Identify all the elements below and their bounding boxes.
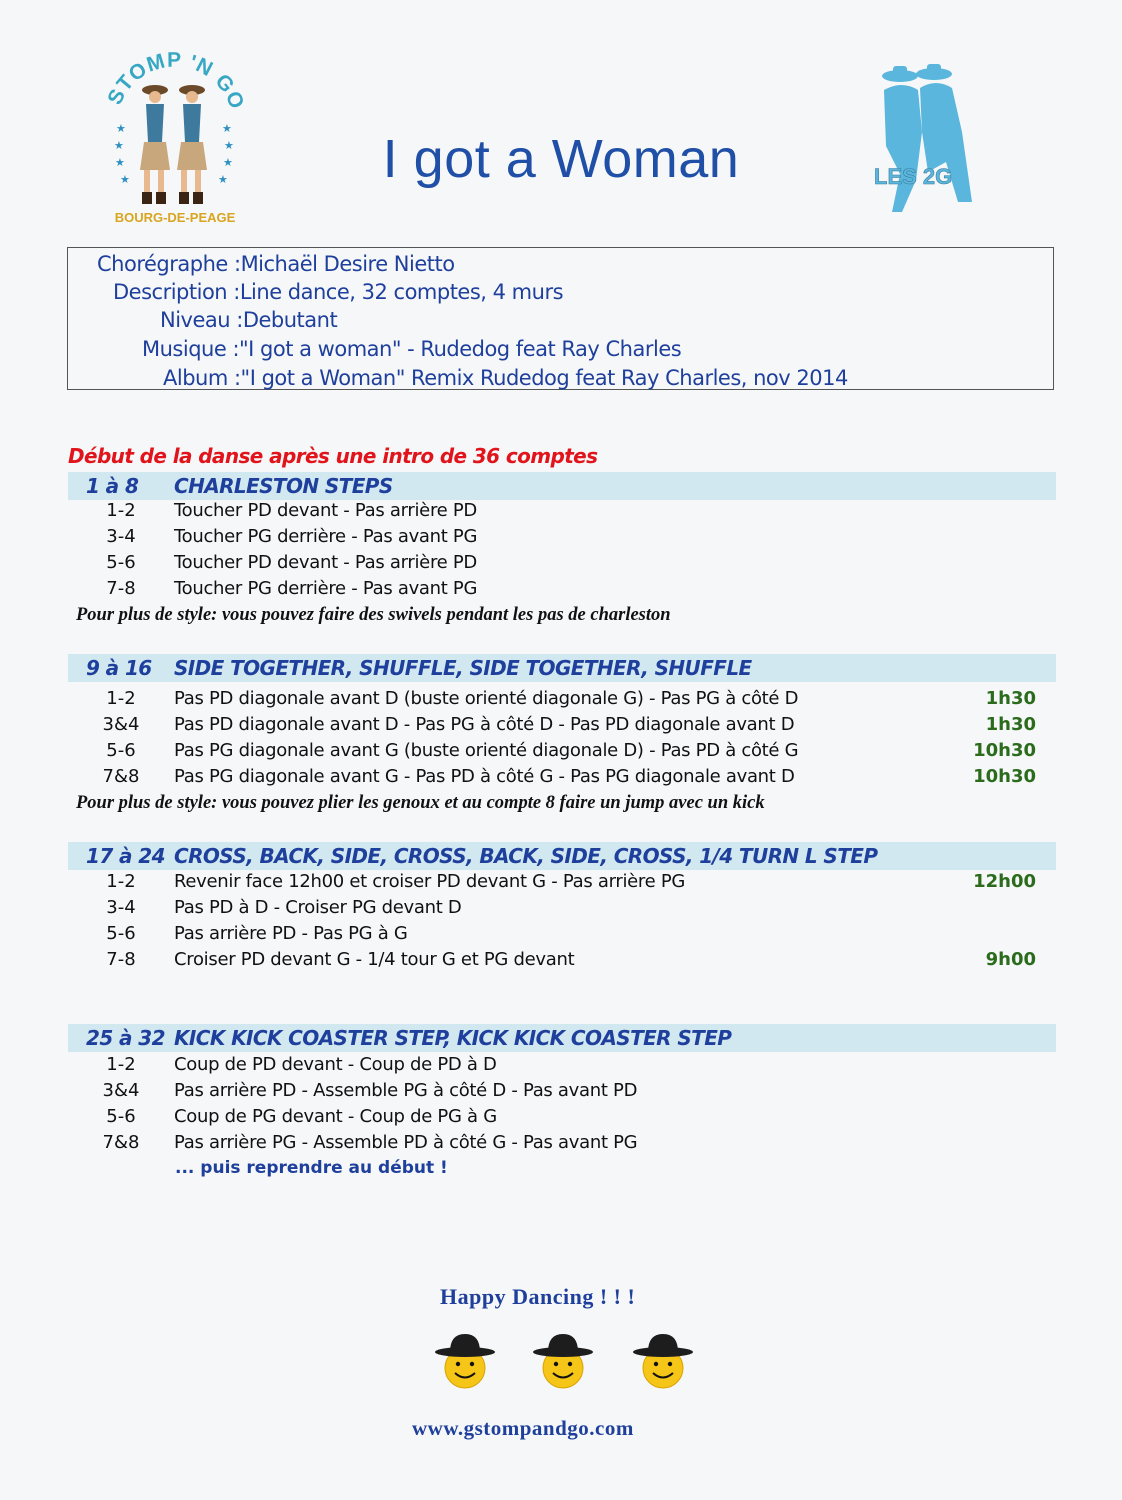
step-row <box>0 526 1122 552</box>
step-row <box>0 500 1122 526</box>
step-text: Pas PD diagonale avant D (buste orienté diagonale G) - Pas PG à côté D <box>174 688 799 709</box>
section-header <box>68 654 1056 682</box>
les-2g-logo <box>862 62 982 224</box>
step-orientation: 12h00 <box>973 871 1036 892</box>
step-text: Toucher PD devant - Pas arrière PD <box>174 500 477 521</box>
step-count: 1-2 <box>106 871 136 892</box>
choregraphe-row <box>97 252 455 276</box>
cowboy-smiley-icon <box>630 1330 696 1392</box>
niveau-label: Niveau : <box>160 308 243 332</box>
cowboy-smiley-icon <box>530 1330 596 1392</box>
cowboys-icon <box>882 64 972 212</box>
step-count: 7-8 <box>106 578 136 599</box>
happy-dancing-text: Happy Dancing ! ! ! <box>440 1284 636 1309</box>
step-count: 3&4 <box>102 1080 140 1101</box>
niveau-value: Debutant <box>242 308 338 332</box>
svg-text:★: ★ <box>223 157 233 169</box>
step-row <box>0 897 1122 923</box>
logo-bottom-text: BOURG-DE-PEAGE <box>114 210 236 225</box>
svg-text:★: ★ <box>115 157 125 169</box>
step-text: Pas arrière PD - Assemble PG à côté D - Pas avant PD <box>174 1080 638 1101</box>
step-row <box>0 949 1122 975</box>
step-text: Toucher PG derrière - Pas avant PG <box>174 578 478 599</box>
section-count: 17 à 24 <box>86 844 165 868</box>
logo-top-text: STOMP 'N GO <box>103 52 249 113</box>
choregraphe-value: Michaël Desire Nietto <box>240 252 455 276</box>
cowboy-smiley-icon <box>432 1330 498 1392</box>
section-title: CROSS, BACK, SIDE, CROSS, BACK, SIDE, CROSS, 1/4 TURN L STEP <box>174 844 878 868</box>
step-row <box>0 1080 1122 1106</box>
step-orientation: 10h30 <box>973 766 1036 787</box>
style-note: Pour plus de style: vous pouvez plier les genoux et au compte 8 faire un jump avec un kick <box>76 793 765 813</box>
svg-text:★: ★ <box>114 140 124 152</box>
intro-note: Début de la danse après une intro de 36 comptes <box>68 444 598 468</box>
logo-les-2g-text: LES 2G <box>874 164 953 189</box>
step-count: 1-2 <box>106 1054 136 1075</box>
svg-text:★: ★ <box>120 174 130 186</box>
step-orientation: 10h30 <box>973 740 1036 761</box>
step-text: Croiser PD devant G - 1/4 tour G et PG devant <box>174 949 575 970</box>
section-count: 25 à 32 <box>86 1026 165 1050</box>
step-text: Pas PG diagonale avant G - Pas PD à côté G - Pas PG diagonale avant D <box>174 766 795 787</box>
step-text: Toucher PG derrière - Pas avant PG <box>174 526 478 547</box>
step-count: 7&8 <box>102 766 140 787</box>
description-row <box>113 280 563 304</box>
step-row <box>0 871 1122 897</box>
step-text: Coup de PG devant - Coup de PG à G <box>174 1106 497 1127</box>
section-title: SIDE TOGETHER, SHUFFLE, SIDE TOGETHER, SHUFFLE <box>174 656 752 680</box>
section-count: 1 à 8 <box>86 474 139 498</box>
step-row <box>0 766 1122 792</box>
step-text: Pas PD diagonale avant D - Pas PG à côté D - Pas PD diagonale avant D <box>174 714 795 735</box>
section-header <box>68 472 1056 500</box>
svg-text:★: ★ <box>218 174 228 186</box>
step-row <box>0 688 1122 714</box>
step-count: 3-4 <box>106 526 136 547</box>
svg-text:★: ★ <box>222 123 232 135</box>
restart-note: ... puis reprendre au début ! <box>175 1158 448 1178</box>
website-link[interactable]: www.gstompandgo.com <box>412 1416 634 1440</box>
step-count: 1-2 <box>106 688 136 709</box>
step-text: Revenir face 12h00 et croiser PD devant G - Pas arrière PG <box>174 871 686 892</box>
musique-value: "I got a woman" - Rudedog feat Ray Charles <box>239 337 682 361</box>
step-count: 3-4 <box>106 897 136 918</box>
step-text: Toucher PD devant - Pas arrière PD <box>174 552 477 573</box>
step-count: 5-6 <box>106 923 136 944</box>
description-value: Line dance, 32 comptes, 4 murs <box>239 280 564 304</box>
step-row <box>0 1132 1122 1158</box>
step-row <box>0 578 1122 604</box>
step-orientation: 9h00 <box>985 949 1036 970</box>
step-count: 1-2 <box>106 500 136 521</box>
step-text: Pas PG diagonale avant G (buste orienté diagonale D) - Pas PD à côté G <box>174 740 799 761</box>
step-row <box>0 552 1122 578</box>
svg-text:★: ★ <box>116 123 126 135</box>
step-count: 5-6 <box>106 740 136 761</box>
step-text: Pas PD à D - Croiser PG devant D <box>174 897 462 918</box>
album-value: "I got a Woman" Remix Rudedog feat Ray Charles, nov 2014 <box>240 366 848 390</box>
step-count: 5-6 <box>106 552 136 573</box>
step-row <box>0 714 1122 740</box>
section-header <box>68 842 1056 870</box>
page-title: I got a Woman <box>382 129 740 189</box>
step-row <box>0 1106 1122 1132</box>
step-count: 3&4 <box>102 714 140 735</box>
section-title: KICK KICK COASTER STEP, KICK KICK COASTER STEP <box>174 1026 732 1050</box>
section-count: 9 à 16 <box>86 656 152 680</box>
step-text: Pas arrière PD - Pas PG à G <box>174 923 408 944</box>
step-orientation: 1h30 <box>985 688 1036 709</box>
section-title: CHARLESTON STEPS <box>174 474 393 498</box>
step-count: 7&8 <box>102 1132 140 1153</box>
step-row <box>0 923 1122 949</box>
niveau-row <box>160 308 337 332</box>
description-label: Description : <box>113 280 240 304</box>
step-count: 5-6 <box>106 1106 136 1127</box>
step-row <box>0 740 1122 766</box>
step-text: Pas arrière PG - Assemble PD à côté G - Pas avant PG <box>174 1132 638 1153</box>
album-label: Album : <box>163 366 241 390</box>
step-count: 7-8 <box>106 949 136 970</box>
svg-text:★: ★ <box>224 140 234 152</box>
style-note: Pour plus de style: vous pouvez faire des swivels pendant les pas de charleston <box>76 605 671 625</box>
choregraphe-label: Chorégraphe : <box>97 252 241 276</box>
step-text: Coup de PD devant - Coup de PD à D <box>174 1054 497 1075</box>
album-row <box>163 366 848 390</box>
step-row <box>0 1054 1122 1080</box>
musique-label: Musique : <box>142 337 240 361</box>
musique-row <box>142 337 681 361</box>
info-box <box>67 247 1054 390</box>
step-orientation: 1h30 <box>985 714 1036 735</box>
section-header <box>68 1024 1056 1052</box>
